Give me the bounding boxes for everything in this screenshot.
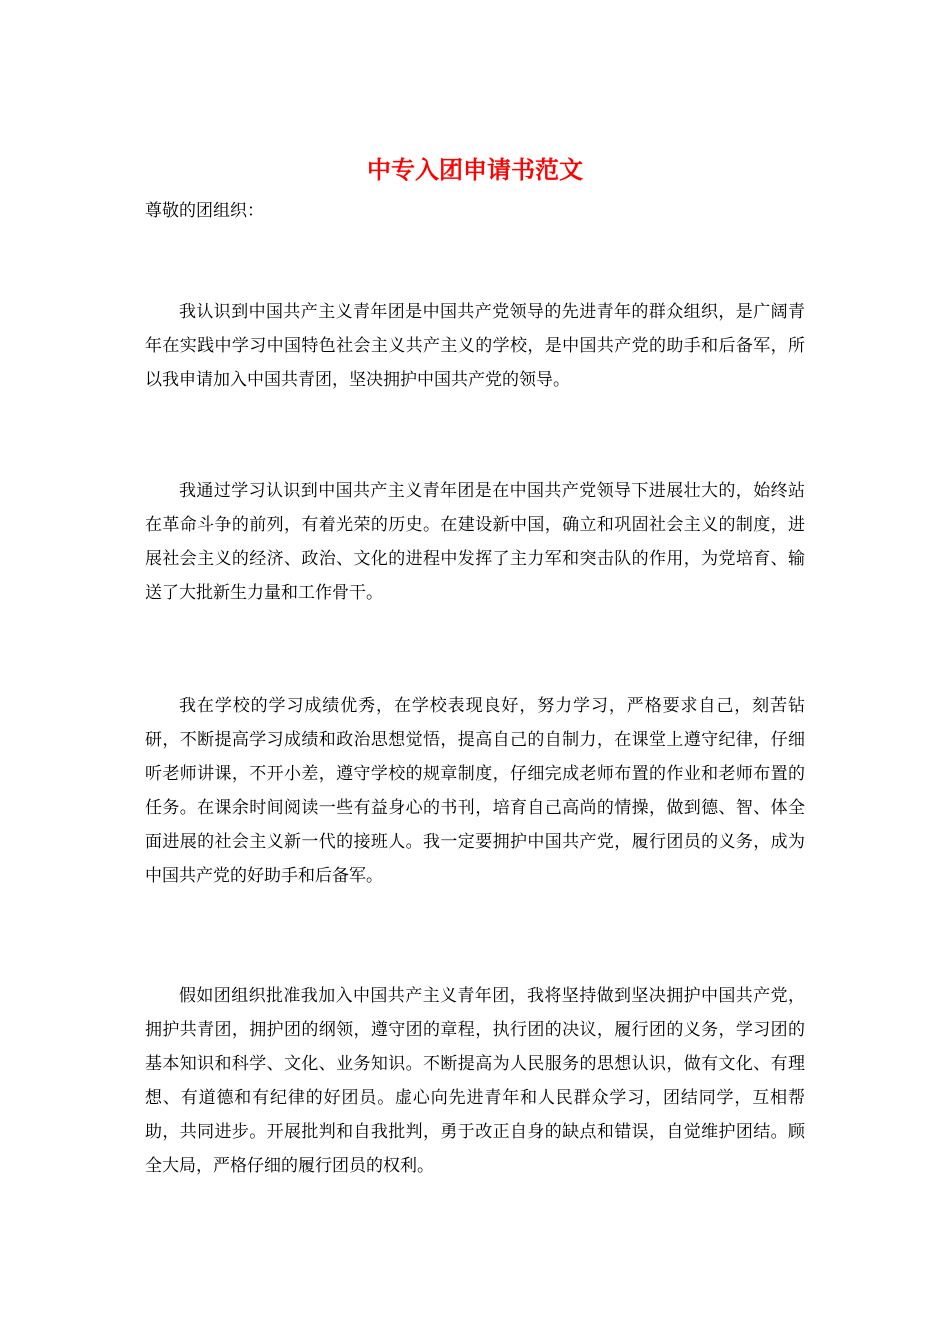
paragraph-1: 我认识到中国共产主义青年团是中国共产党领导的先进青年的群众组织，是广阔青年在实践中学习中国特色社会主义共产主义的学校，是中国共产党的助手和后备军，所以我申请加入中国共青团，坚决拥护中国共产党的领导。 [145, 302, 805, 390]
document-title: 中专入团申请书范文 [367, 155, 583, 184]
paragraph-4: 假如团组织批准我加入中国共产主义青年团，我将坚持做到坚决拥护中国共产党，拥护共青团，拥护团的纲领，遵守团的章程，执行团的决议，履行团的义务，学习团的基本知识和科学、文化、业务知识。不断提高为人民服务的思想认识，做有文化、有理想、有道德和有纪律的好团员。虚心向先进青年和人民群众学习，团结同学，互相帮助，共同进步。开展批判和自我批判，勇于改正自身的缺点和错误，自觉维护团结。顾全大局，严格仔细的履行团员的权利。 [145, 986, 805, 1176]
salutation: 尊敬的团组织： [145, 201, 264, 221]
paragraph-2: 我通过学习认识到中国共产主义青年团是在中国共产党领导下进展壮大的，始终站在革命斗争的前列，有着光荣的历史。在建设新中国，确立和巩固社会主义的制度，进展社会主义的经济、政治、文化的进程中发挥了主力军和突击队的作用，为党培育、输送了大批新生力量和工作骨干。 [145, 481, 805, 603]
paragraph-3: 我在学校的学习成绩优秀，在学校表现良好，努力学习，严格要求自己，刻苦钻研，不断提高学习成绩和政治思想觉悟，提高自己的自制力，在课堂上遵守纪律，仔细听老师讲课，不开小差，遵守学校的规章制度，仔细完成老师布置的作业和老师布置的任务。在课余时间阅读一些有益身心的书刊，培育自己高尚的情操，做到德、智、体全面进展的社会主义新一代的接班人。我一定要拥护中国共产党，履行团员的义务，成为中国共产党的好助手和后备军。 [145, 696, 805, 886]
